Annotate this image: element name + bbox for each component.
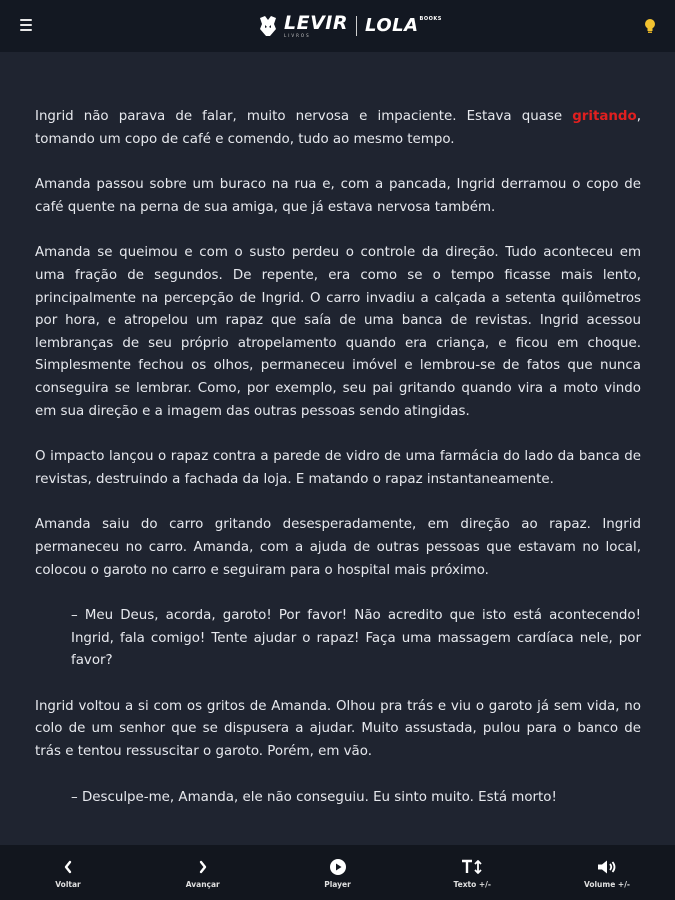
text-size-button[interactable] — [442, 857, 502, 889]
brand-divider — [356, 16, 357, 36]
text-size-icon — [461, 857, 483, 877]
highlighted-word: gritando — [572, 109, 637, 124]
paragraph-1-text-a: Ingrid não parava de falar, muito nervosa e impaciente. Estava quase — [35, 109, 573, 124]
chapter-text — [35, 106, 641, 832]
forward-button[interactable] — [173, 857, 233, 889]
text-size-label: Texto +/- — [453, 879, 492, 889]
volume-button[interactable] — [577, 857, 637, 889]
brand-tagline: LIVROS — [284, 33, 311, 38]
volume-icon — [596, 857, 618, 877]
dialogue-2: – Desculpe-me, Amanda, ele não conseguiu. Eu sinto muito. Está morto! — [71, 789, 557, 805]
menu-icon[interactable] — [20, 19, 32, 31]
bottom-nav — [0, 845, 675, 900]
brand-secondary-sup: BOOKS — [419, 16, 442, 22]
paragraph-1-text-b: , tomando um copo de café e comendo, tudo ao mesmo tempo. — [35, 109, 641, 147]
volume-label: Volume +/- — [583, 879, 631, 889]
chevron-left-icon — [63, 857, 73, 877]
dialogue-1: – Meu Deus, acorda, garoto! Por favor! Não acredito que isto está acontecendo! Ingrid, fala comigo! Tente ajudar o rapaz! Faça uma massagem cardíaca nele, por favor? — [71, 608, 641, 669]
brand-levir — [284, 14, 348, 38]
back-label: Voltar — [55, 879, 81, 889]
player-label: Player — [324, 879, 351, 889]
brand-lola — [365, 17, 442, 35]
paragraph-2: Amanda passou sobre um buraco na rua e, com a pancada, Ingrid derramou o copo de café quente na perna de sua amiga, que já estava nervosa também. — [35, 177, 641, 215]
lightbulb-icon[interactable] — [641, 16, 659, 36]
paragraph-5: Amanda saiu do carro gritando desesperadamente, em direção ao rapaz. Ingrid permaneceu no carro. Amanda, com a ajuda de outras pessoas que estavam no local, colocou o garoto no carro e seguiram para o hospital mais próximo. — [35, 517, 641, 578]
paragraph-4: O impacto lançou o rapaz contra a parede de vidro de uma farmácia do lado da banca de revistas, destruindo a fachada da loja. E matando o rapaz instantaneamente. — [35, 449, 641, 487]
paragraph-1 — [35, 106, 641, 151]
paragraph-6: Ingrid voltou a si com os gritos de Amanda. Olhou pra trás e viu o garoto já sem vida, no colo de um senhor que se dispusera a ajudar. Muito assustada, pulou para o banco de trás e tentou ressuscitar o garoto. Porém, em vão. — [35, 698, 641, 760]
chevron-right-icon — [198, 857, 208, 877]
brand-secondary-text: LOLA — [365, 15, 419, 36]
play-icon — [329, 857, 347, 877]
top-bar — [0, 0, 675, 52]
back-button[interactable] — [38, 857, 98, 889]
forward-label: Avançar — [185, 879, 220, 889]
brand-lion-icon — [258, 15, 278, 37]
player-button[interactable] — [308, 857, 368, 889]
brand-primary-text: LEVIR — [284, 12, 348, 34]
paragraph-3: Amanda se queimou e com o susto perdeu o controle da direção. Tudo aconteceu em uma fração de segundos. De repente, era como se o tempo ficasse mais lento, principalmente na percepção de Ingrid. O carro invadiu a calçada a setenta quilômetros por hora, e atropelou um rapaz que saía de uma banca de revistas. Ingrid acessou lembranças de seu próprio atropelamento quando era criança, e ficou em choque. Simplesmente fechou os olhos, permaneceu imóvel e lembrou-se de fatos que nunca conseguira se lembrar. Como, por exemplo, seu pai gritando quando vira a moto vindo em sua direção e a imagem das outras pessoas sendo atingidas. — [35, 245, 641, 419]
brand-logo — [258, 10, 442, 42]
